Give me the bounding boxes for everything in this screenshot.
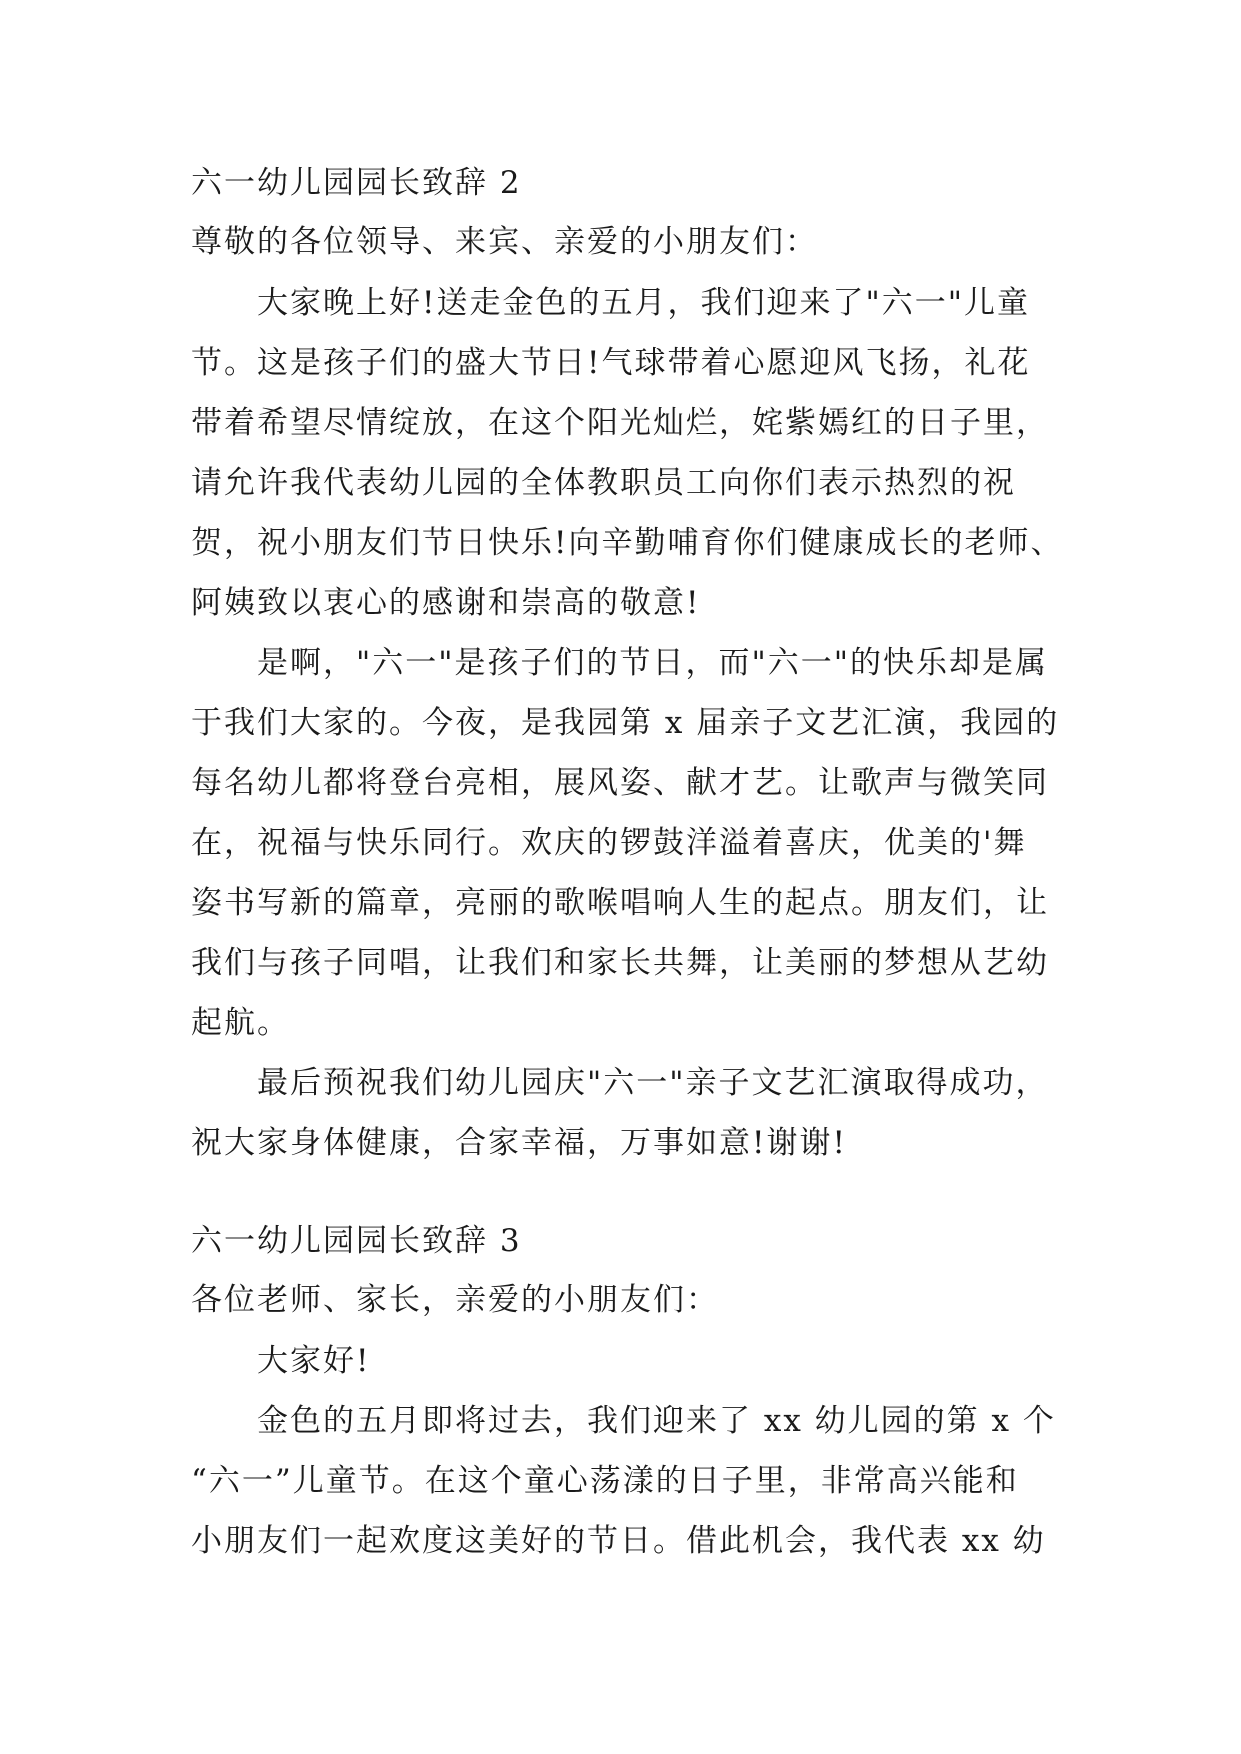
paragraph-line: 大家晚上好!送走金色的五月，我们迎来了"六一"儿童 [257,285,1030,321]
paragraph-line: 节。这是孩子们的盛大节日!气球带着心愿迎风飞扬，礼花 [191,345,1031,381]
paragraph-line: 带着希望尽情绽放，在这个阳光灿烂，姹紫嫣红的日子里， [191,405,1049,441]
section-title: 六一幼儿园园长致辞 3 [191,1223,522,1259]
paragraph-line: 祝大家身体健康，合家幸福，万事如意!谢谢! [191,1125,847,1161]
paragraph-line: 我们与孩子同唱，让我们和家长共舞，让美丽的梦想从艺幼 [191,945,1049,981]
paragraph-line: 贺，祝小朋友们节日快乐!向辛勤哺育你们健康成长的老师、 [191,525,1064,561]
paragraph-line: 小朋友们一起欢度这美好的节日。借此机会，我代表 xx 幼 [191,1523,1046,1559]
greeting: 大家好! [257,1343,371,1379]
paragraph-line: 于我们大家的。今夜，是我园第 x 届亲子文艺汇演，我园的 [191,705,1060,741]
paragraph-line: 阿姨致以衷心的感谢和崇高的敬意! [191,585,701,621]
paragraph-line: 每名幼儿都将登台亮相，展风姿、献才艺。让歌声与微笑同 [191,765,1049,801]
paragraph-line: “六一”儿童节。在这个童心荡漾的日子里，非常高兴能和 [191,1463,1019,1499]
salutation: 各位老师、家长，亲爱的小朋友们： [191,1282,719,1318]
paragraph-line: 最后预祝我们幼儿园庆"六一"亲子文艺汇演取得成功， [257,1065,1049,1101]
paragraph-line: 姿书写新的篇章，亮丽的歌喉唱响人生的起点。朋友们，让 [191,885,1049,921]
paragraph-line: 请允许我代表幼儿园的全体教职员工向你们表示热烈的祝 [191,465,1016,501]
section-title: 六一幼儿园园长致辞 2 [191,165,522,201]
paragraph-line: 金色的五月即将过去，我们迎来了 xx 幼儿园的第 x 个 [257,1403,1056,1439]
paragraph-line: 起航。 [191,1005,290,1041]
salutation: 尊敬的各位领导、来宾、亲爱的小朋友们： [191,224,818,260]
paragraph-line: 在，祝福与快乐同行。欢庆的锣鼓洋溢着喜庆，优美的'舞 [191,825,1027,861]
paragraph-line: 是啊，"六一"是孩子们的节日，而"六一"的快乐却是属 [257,645,1049,681]
